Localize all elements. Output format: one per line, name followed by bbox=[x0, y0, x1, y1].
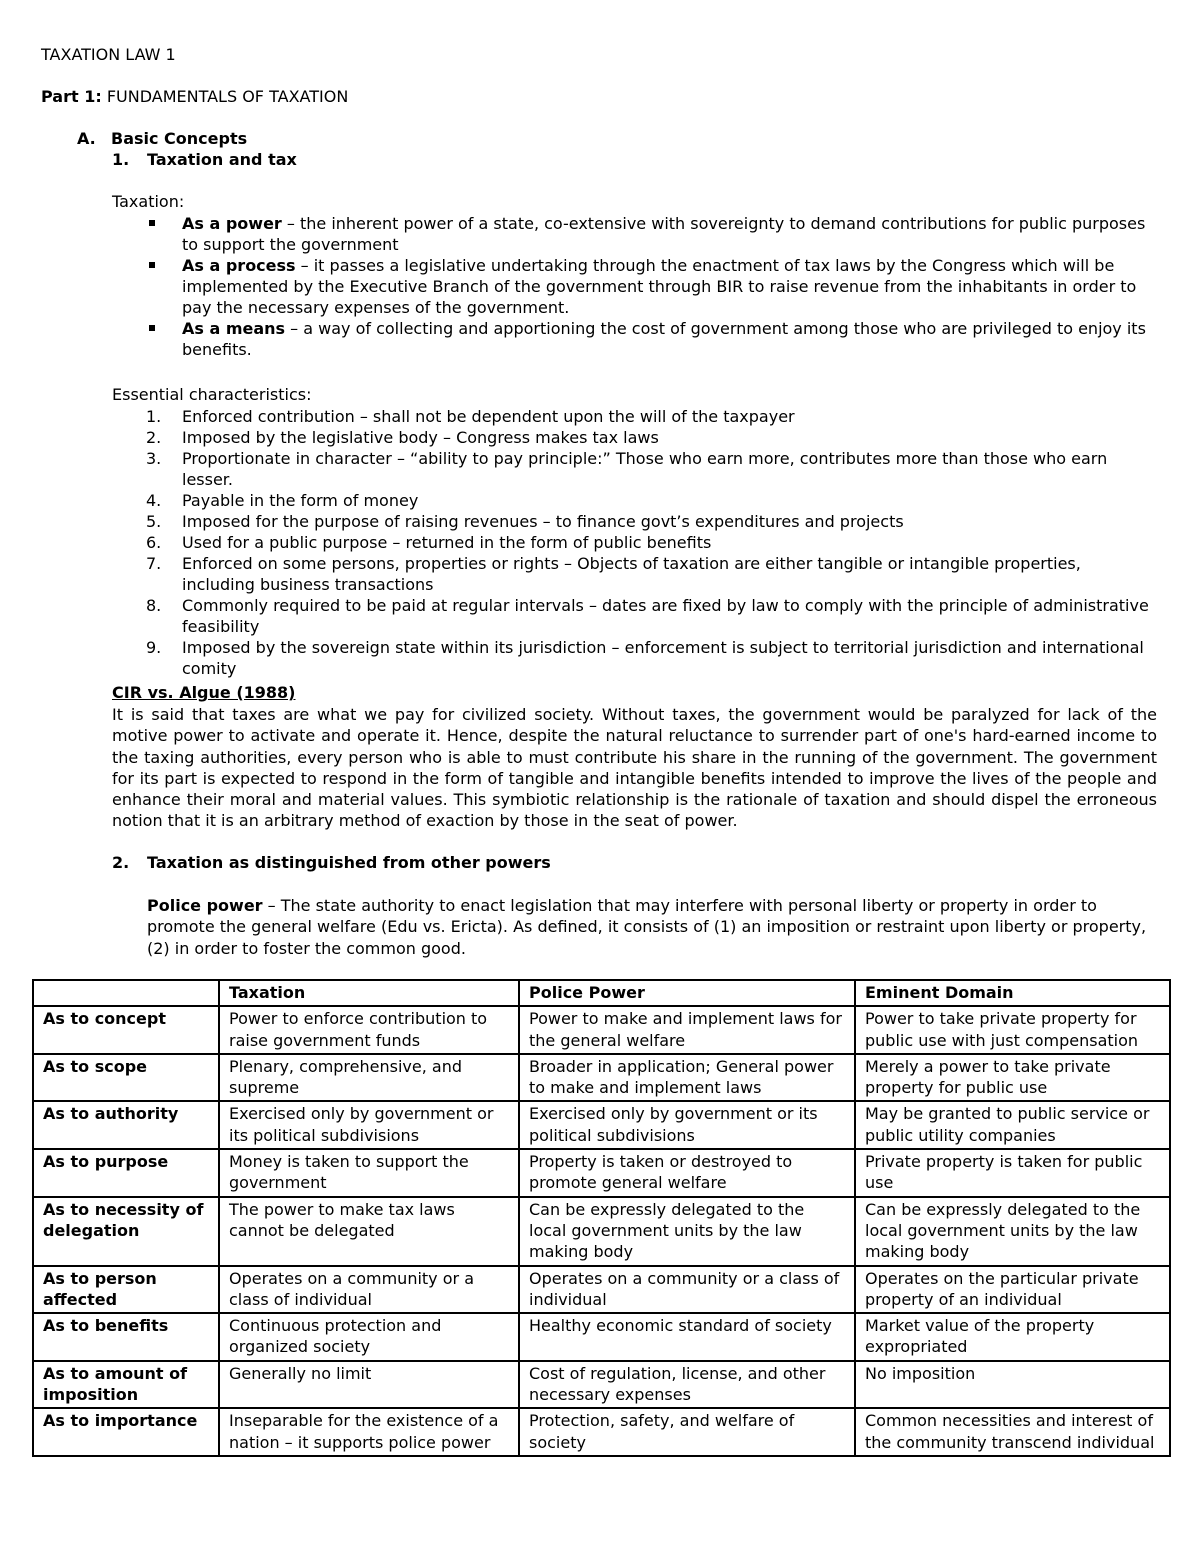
table-row bbox=[33, 1313, 1170, 1361]
table-cell: Money is taken to support the government bbox=[219, 1149, 519, 1197]
table-cell: Power to enforce contribution to raise government funds bbox=[219, 1006, 519, 1054]
table-cell: Inseparable for the existence of a nation – it supports police power bbox=[219, 1408, 519, 1456]
item-number: 2. bbox=[146, 428, 162, 447]
table-cell: Protection, safety, and welfare of society bbox=[519, 1408, 855, 1456]
row-label: As to importance bbox=[33, 1408, 219, 1456]
subsection-1-heading bbox=[112, 150, 297, 169]
table-cell: Property is taken or destroyed to promote general welfare bbox=[519, 1149, 855, 1197]
subsection-1-title: Taxation and tax bbox=[147, 150, 297, 169]
table-cell: Common necessities and interest of the community transcend individual bbox=[855, 1408, 1170, 1456]
table-cell: Market value of the property expropriated bbox=[855, 1313, 1170, 1361]
item-text: Proportionate in character – “ability to pay principle:” Those who earn more, contributes more than those who earn lesser. bbox=[182, 449, 1108, 489]
taxation-bullet-list bbox=[147, 213, 1157, 360]
subsection-2-heading bbox=[112, 853, 551, 872]
list-item bbox=[147, 255, 1157, 318]
table-cell: Power to make and implement laws for the general welfare bbox=[519, 1006, 855, 1054]
table-cell: Broader in application; General power to make and implement laws bbox=[519, 1054, 855, 1102]
list-item bbox=[112, 595, 1157, 637]
table-row bbox=[33, 1266, 1170, 1314]
item-text: Used for a public purpose – returned in the form of public benefits bbox=[182, 533, 712, 552]
item-number: 9. bbox=[146, 638, 162, 657]
list-item bbox=[112, 532, 1157, 553]
square-bullet-icon bbox=[149, 325, 155, 331]
bullet-text: – a way of collecting and apportioning the cost of government among those who are privileged to enjoy its benefits. bbox=[182, 319, 1146, 359]
subsection-1-label: 1. bbox=[112, 150, 130, 169]
item-text: Commonly required to be paid at regular intervals – dates are fixed by law to comply with the principle of administrative feasibility bbox=[182, 596, 1149, 636]
section-a-label: A. bbox=[77, 129, 96, 148]
bullet-text: – the inherent power of a state, co-extensive with sovereignty to demand contributions for public purposes to support the government bbox=[182, 214, 1146, 254]
row-label: As to amount of imposition bbox=[33, 1361, 219, 1409]
header-cell bbox=[33, 980, 219, 1006]
item-number: 6. bbox=[146, 533, 162, 552]
document-title: TAXATION LAW 1 bbox=[41, 45, 176, 64]
table-cell: Cost of regulation, license, and other necessary expenses bbox=[519, 1361, 855, 1409]
item-number: 7. bbox=[146, 554, 162, 573]
table-row bbox=[33, 1197, 1170, 1266]
table-cell: Can be expressly delegated to the local government units by the law making body bbox=[855, 1197, 1170, 1266]
table-row bbox=[33, 1054, 1170, 1102]
item-text: Imposed by the legislative body – Congress makes tax laws bbox=[182, 428, 659, 447]
case-title: CIR vs. Algue (1988) bbox=[112, 683, 296, 702]
table-cell: May be granted to public service or public utility companies bbox=[855, 1101, 1170, 1149]
row-label: As to necessity of delegation bbox=[33, 1197, 219, 1266]
header-cell: Eminent Domain bbox=[855, 980, 1170, 1006]
table-cell: Operates on the particular private property of an individual bbox=[855, 1266, 1170, 1314]
part-heading bbox=[41, 87, 348, 106]
table-cell: Operates on a community or a class of individual bbox=[519, 1266, 855, 1314]
part-title: FUNDAMENTALS OF TAXATION bbox=[106, 87, 349, 106]
table-row bbox=[33, 1361, 1170, 1409]
table-cell: Exercised only by government or its political subdivisions bbox=[519, 1101, 855, 1149]
part-label: Part 1: bbox=[41, 87, 102, 106]
square-bullet-icon bbox=[149, 262, 155, 268]
table-row bbox=[33, 1149, 1170, 1197]
item-number: 8. bbox=[146, 596, 162, 615]
bullet-term: As a power bbox=[182, 214, 282, 233]
list-item bbox=[112, 553, 1157, 595]
list-item bbox=[112, 448, 1157, 490]
table-cell: No imposition bbox=[855, 1361, 1170, 1409]
bullet-text: – it passes a legislative undertaking through the enactment of tax laws by the Congress which will be implemented by the Executive Branch of the government through BIR to raise revenue from the inhabitants in order to pay the necessary expenses of the government. bbox=[182, 256, 1137, 317]
essential-characteristics-heading: Essential characteristics: bbox=[112, 385, 312, 404]
table-cell: Merely a power to take private property for public use bbox=[855, 1054, 1170, 1102]
square-bullet-icon bbox=[149, 220, 155, 226]
police-power-paragraph bbox=[147, 895, 1157, 959]
row-label: As to concept bbox=[33, 1006, 219, 1054]
row-label: As to purpose bbox=[33, 1149, 219, 1197]
row-label: As to scope bbox=[33, 1054, 219, 1102]
table-cell: Can be expressly delegated to the local government units by the law making body bbox=[519, 1197, 855, 1266]
item-text: Payable in the form of money bbox=[182, 491, 419, 510]
bullet-term: As a means bbox=[182, 319, 286, 338]
table-cell: Plenary, comprehensive, and supreme bbox=[219, 1054, 519, 1102]
item-number: 3. bbox=[146, 449, 162, 468]
item-number: 5. bbox=[146, 512, 162, 531]
list-item bbox=[112, 406, 1157, 427]
comparison-table bbox=[32, 979, 1171, 1457]
list-item bbox=[147, 213, 1157, 255]
row-label: As to benefits bbox=[33, 1313, 219, 1361]
subsection-2-label: 2. bbox=[112, 853, 130, 872]
header-cell: Taxation bbox=[219, 980, 519, 1006]
item-text: Enforced on some persons, properties or rights – Objects of taxation are either tangible or intangible properties, including business transactions bbox=[182, 554, 1081, 594]
list-item bbox=[112, 511, 1157, 532]
table-header-row bbox=[33, 980, 1170, 1006]
table-cell: Private property is taken for public use bbox=[855, 1149, 1170, 1197]
list-item bbox=[112, 427, 1157, 448]
list-item bbox=[112, 490, 1157, 511]
table-cell: Continuous protection and organized society bbox=[219, 1313, 519, 1361]
header-cell: Police Power bbox=[519, 980, 855, 1006]
table-row bbox=[33, 1006, 1170, 1054]
item-number: 4. bbox=[146, 491, 162, 510]
section-a-heading bbox=[77, 129, 247, 148]
subsection-2-title: Taxation as distinguished from other powers bbox=[147, 853, 551, 872]
table-row bbox=[33, 1101, 1170, 1149]
table-cell: Power to take private property for public use with just compensation bbox=[855, 1006, 1170, 1054]
item-text: Imposed for the purpose of raising revenues – to finance govt’s expenditures and projects bbox=[182, 512, 904, 531]
case-body: It is said that taxes are what we pay for civilized society. Without taxes, the government would be paralyzed for lack of the motive power to activate and operate it. Hence, despite the natural reluctance to surrender part of one's hard-earned income to the taxing authorities, every person who is able to must contribute his share in the running of the government. The government for its part is expected to respond in the form of tangible and intangible benefits intended to improve the lives of the people and enhance their moral and material values. This symbiotic relationship is the rationale of taxation and should dispel the erroneous notion that it is an arbitrary method of exaction by those in the seat of power. bbox=[112, 705, 1157, 831]
item-number: 1. bbox=[146, 407, 162, 426]
list-item bbox=[147, 318, 1157, 360]
bullet-term: As a process bbox=[182, 256, 296, 275]
item-text: Imposed by the sovereign state within its jurisdiction – enforcement is subject to territorial jurisdiction and international comity bbox=[182, 638, 1144, 678]
essential-characteristics-list bbox=[112, 406, 1157, 679]
item-text: Enforced contribution – shall not be dependent upon the will of the taxpayer bbox=[182, 407, 795, 426]
table-cell: Generally no limit bbox=[219, 1361, 519, 1409]
table-cell: Operates on a community or a class of individual bbox=[219, 1266, 519, 1314]
table-cell: Exercised only by government or its political subdivisions bbox=[219, 1101, 519, 1149]
table-row bbox=[33, 1408, 1170, 1456]
row-label: As to authority bbox=[33, 1101, 219, 1149]
list-item bbox=[112, 637, 1157, 679]
taxation-heading: Taxation: bbox=[112, 192, 185, 211]
table-cell: The power to make tax laws cannot be delegated bbox=[219, 1197, 519, 1266]
section-a-title: Basic Concepts bbox=[111, 129, 248, 148]
police-power-text: – The state authority to enact legislation that may interfere with personal liberty or property in order to promote the general welfare (Edu vs. Ericta). As defined, it consists of (1) an imposition or restraint upon liberty or property, (2) in order to foster the common good. bbox=[147, 896, 1147, 958]
row-label: As to person affected bbox=[33, 1266, 219, 1314]
police-power-term: Police power bbox=[147, 896, 263, 915]
table-cell: Healthy economic standard of society bbox=[519, 1313, 855, 1361]
